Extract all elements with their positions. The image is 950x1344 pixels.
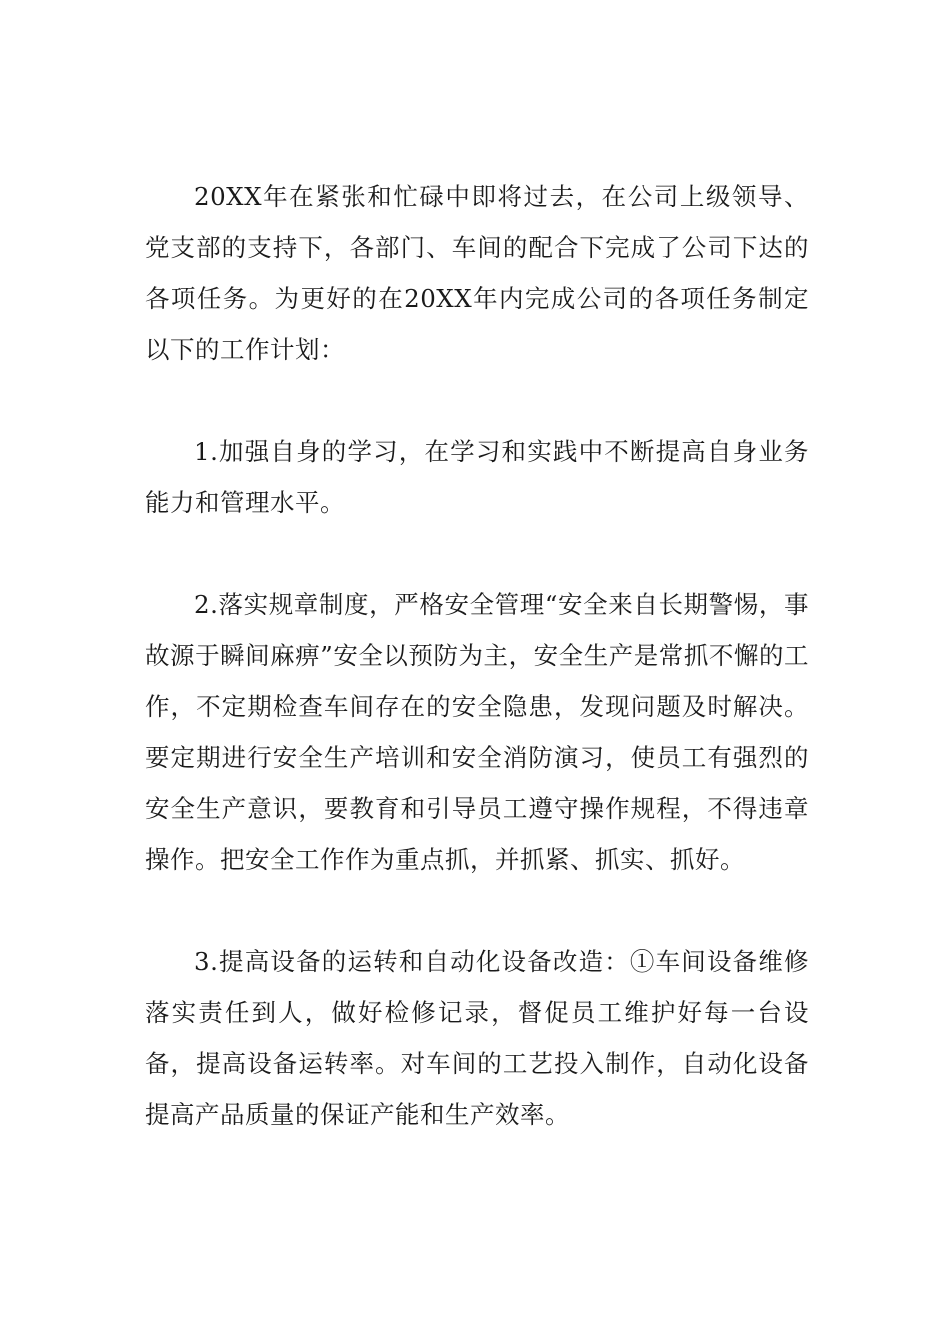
- paragraph-item-3: 3.提高设备的运转和自动化设备改造：①车间设备维修落实责任到人，做好检修记录，督促员工维护好每一台设备，提高设备运转率。对车间的工艺投入制作，自动化设备提高产品质量的保证产能和生产效率。: [145, 947, 809, 1129]
- paragraph-intro: 20XX年在紧张和忙碌中即将过去，在公司上级领导、党支部的支持下，各部门、车间的配合下完成了公司下达的各项任务。为更好的在20XX年内完成公司的各项任务制定以下的工作计划：: [145, 182, 809, 364]
- document-body: [145, 171, 809, 1140]
- paragraph-item-1: 1.加强自身的学习，在学习和实践中不断提高自身业务能力和管理水平。: [145, 437, 809, 517]
- paragraph-item-2: 2.落实规章制度，严格安全管理“安全来自长期警惕，事故源于瞬间麻痹”安全以预防为主，安全生产是常抓不懈的工作，不定期检查车间存在的安全隐患，发现问题及时解决。要定期进行安全生产培训和安全消防演习，使员工有强烈的安全生产意识，要教育和引导员工遵守操作规程，不得违章操作。把安全工作作为重点抓，并抓紧、抓实、抓好。: [145, 590, 809, 874]
